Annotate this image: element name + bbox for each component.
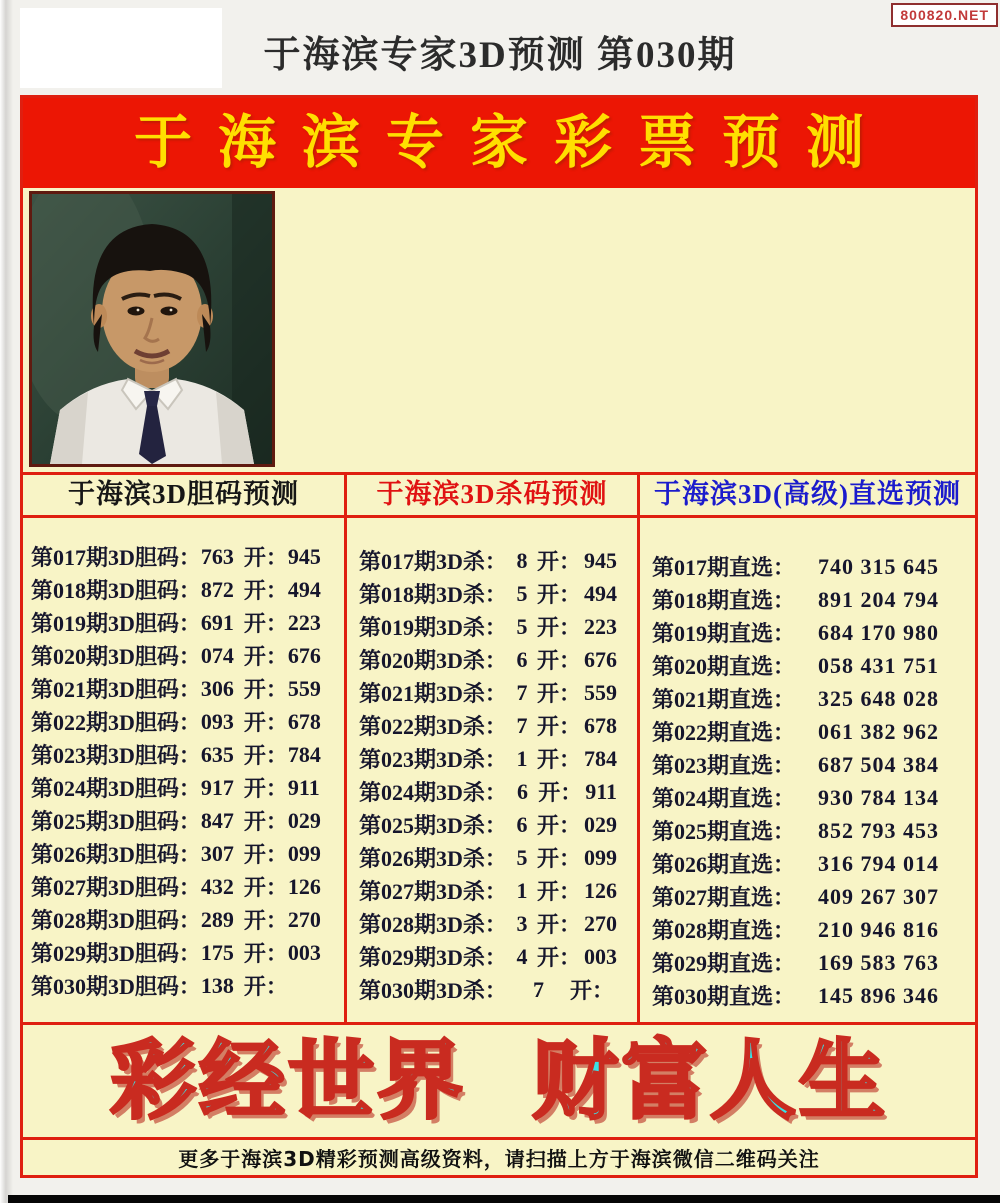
row-open-label: 开： [243,776,288,801]
row-label: 第025期直选： [652,819,796,844]
row-pick: 6 [516,646,528,672]
row-label: 第027期3D胆码： [31,875,201,900]
table-dan-code [23,475,344,1022]
row-label: 第018期直选： [652,588,796,613]
table-row [640,715,975,748]
row-pick: 210 946 816 [818,916,939,942]
table-row [347,775,637,808]
table-row [347,940,637,973]
row-open-label: 开： [243,842,288,867]
banner-title: 于海滨专家彩票预测 [133,110,890,175]
table-row [347,676,637,709]
row-pick: 409 267 307 [818,883,939,909]
row-open: 270 [287,906,321,932]
row-label: 第017期3D杀： [359,549,507,574]
row-label: 第019期直选： [652,621,796,646]
table-row [347,544,637,577]
table-row [347,841,637,874]
row-pick: 3 [516,910,528,936]
row-pick: 1 [516,745,528,771]
row-pick: 138 [200,972,234,998]
site-watermark: 800820.NET [891,3,998,27]
table-row [23,639,344,672]
row-open-label: 开： [243,677,288,702]
row-open: 911 [287,774,320,800]
row-open-label: 开： [243,710,288,735]
table-row [23,672,344,705]
row-open-label: 开： [243,545,288,570]
row-pick: 7 [516,679,528,705]
photo-section [23,188,975,472]
row-label: 第022期直选： [652,720,796,745]
row-pick: 891 204 794 [818,586,939,612]
row-open: 945 [287,543,321,569]
row-open-label: 开： [536,813,581,838]
row-open: 003 [584,943,617,969]
row-label: 第017期3D胆码： [31,545,201,570]
row-open: 678 [584,712,617,738]
table-row [347,709,637,742]
table-row [23,771,344,804]
row-open: 559 [584,679,617,705]
row-label: 第019期3D胆码： [31,611,201,636]
table-row [640,550,975,583]
row-open: 559 [287,675,321,701]
table-row [23,540,344,573]
row-open-label: 开： [243,743,288,768]
row-pick: 684 170 980 [818,619,939,645]
row-label: 第029期3D杀： [359,945,507,970]
row-open-label: 开： [243,974,288,999]
row-label: 第024期直选： [652,786,796,811]
row-label: 第025期3D胆码： [31,809,201,834]
table-row [347,874,637,907]
row-pick: 847 [200,807,234,833]
footer-note: 更多于海滨3D精彩预测高级资料，请扫描上方于海滨微信二维码关注 [23,1137,975,1175]
row-label: 第021期直选： [652,687,796,712]
table-body-dan [23,518,344,1002]
row-label: 第028期3D杀： [359,912,507,937]
row-pick: 1 [516,877,528,903]
table-row [347,808,637,841]
table-direct-pick [640,475,975,1022]
row-pick: 074 [200,642,234,668]
row-pick: 5 [516,613,528,639]
row-pick: 058 431 751 [818,652,939,678]
row-open: 911 [585,778,617,804]
table-header-direct: 于海滨3D(高级)直选预测 [640,475,975,518]
table-header-kill: 于海滨3D杀码预测 [347,475,637,518]
page-left-edge [0,0,13,1203]
slogan-part2: 财富人生 [532,1031,888,1131]
row-label: 第020期3D杀： [359,648,507,673]
row-label: 第029期直选： [652,951,796,976]
row-label: 第030期3D杀： [359,978,507,1003]
row-label: 第023期3D胆码： [31,743,201,768]
table-body-direct [640,518,975,1012]
table-row [347,610,637,643]
row-label: 第028期直选： [652,918,796,943]
row-pick: 930 784 134 [818,784,939,810]
row-label: 第030期3D胆码： [31,974,201,999]
row-label: 第021期3D胆码： [31,677,201,702]
row-label: 第023期3D杀： [359,747,507,772]
table-row [347,643,637,676]
row-pick: 6 [516,811,528,837]
table-row [640,913,975,946]
table-row [640,781,975,814]
row-pick: 4 [516,943,528,969]
row-pick: 8 [516,547,528,573]
prediction-tables [23,472,975,1022]
table-body-kill [347,518,637,1006]
row-label: 第024期3D杀： [359,780,507,805]
row-label: 第030期直选： [652,984,796,1009]
row-label: 第020期直选： [652,654,796,679]
row-label: 第027期3D杀： [359,879,507,904]
table-row [640,682,975,715]
row-label: 第022期3D杀： [359,714,507,739]
table-row [23,969,344,1002]
expert-portrait-illustration [32,194,272,464]
row-pick: 6 [517,778,529,804]
row-pick: 325 648 028 [818,685,939,711]
row-pick: 169 583 763 [818,949,939,975]
row-open-label: 开： [538,780,583,805]
row-open: 678 [287,708,321,734]
row-label: 第017期直选： [652,555,796,580]
table-row [23,573,344,606]
row-open-label: 开： [243,908,288,933]
row-label: 第026期直选： [652,852,796,877]
table-row [347,577,637,610]
table-row [640,847,975,880]
row-open: 676 [584,646,617,672]
table-row [640,880,975,913]
row-open: 003 [287,939,321,965]
table-row [23,903,344,936]
row-open: 494 [584,580,617,606]
row-open: 223 [287,609,321,635]
row-pick: 289 [200,906,234,932]
row-pick: 872 [200,576,234,602]
row-pick: 307 [200,840,234,866]
row-open-label: 开： [536,879,581,904]
bottom-black-bar [8,1195,1000,1203]
table-row [640,583,975,616]
row-label: 第029期3D胆码： [31,941,201,966]
row-open-label: 开： [536,747,581,772]
row-pick: 306 [200,675,234,701]
row-pick: 635 [200,741,234,767]
row-label: 第025期3D杀： [359,813,507,838]
row-pick: 061 382 962 [818,718,939,744]
row-open-label: 开： [569,978,614,1003]
row-label: 第023期直选： [652,753,796,778]
row-label: 第026期3D杀： [359,846,507,871]
page-title: 于海滨专家3D预测 第030期 [263,35,737,76]
table-kill-code [344,475,640,1022]
row-open: 126 [584,877,617,903]
row-pick: 5 [516,844,528,870]
row-label: 第022期3D胆码： [31,710,201,735]
table-row [23,837,344,870]
row-pick: 852 793 453 [818,817,939,843]
row-open-label: 开： [536,945,581,970]
row-label: 第021期3D杀： [359,681,507,706]
row-open-label: 开： [536,681,581,706]
row-open: 494 [287,576,321,602]
row-open-label: 开： [243,611,288,636]
row-pick: 316 794 014 [818,850,939,876]
row-label: 第018期3D杀： [359,582,507,607]
row-open-label: 开： [536,615,581,640]
row-pick: 687 504 384 [818,751,939,777]
row-open: 029 [584,811,617,837]
row-open: 223 [584,613,617,639]
row-pick: 175 [200,939,234,965]
row-label: 第019期3D杀： [359,615,507,640]
row-pick: 691 [200,609,234,635]
row-pick: 740 315 645 [818,553,939,579]
row-open-label: 开： [536,582,581,607]
slogan-part1: 彩经世界 [110,1031,466,1131]
row-pick: 5 [516,580,528,606]
row-pick: 7 [532,976,544,1002]
table-row [23,936,344,969]
row-label: 第026期3D胆码： [31,842,201,867]
row-open-label: 开： [243,809,288,834]
row-label: 第028期3D胆码： [31,908,201,933]
table-row [23,705,344,738]
table-row [23,804,344,837]
row-open-label: 开： [536,846,581,871]
table-row [640,946,975,979]
row-open-label: 开： [243,941,288,966]
table-row [640,616,975,649]
table-row [347,742,637,775]
row-pick: 763 [200,543,234,569]
row-open-label: 开： [536,549,581,574]
table-row [23,738,344,771]
row-open: 270 [584,910,617,936]
table-row [347,973,637,1006]
table-row [23,606,344,639]
table-row [640,979,975,1012]
row-open: 784 [584,745,617,771]
table-row [640,814,975,847]
row-open-label: 开： [243,875,288,900]
row-label: 第020期3D胆码： [31,644,201,669]
table-row [640,748,975,781]
row-open-label: 开： [243,644,288,669]
row-label: 第024期3D胆码： [31,776,201,801]
table-header-dan: 于海滨3D胆码预测 [23,475,344,518]
row-pick: 7 [516,712,528,738]
table-row [23,870,344,903]
row-open: 099 [584,844,617,870]
expert-photo [29,191,275,467]
row-pick: 145 896 346 [818,982,939,1008]
row-open: 676 [287,642,321,668]
row-open-label: 开： [536,648,581,673]
row-label: 第027期直选： [652,885,796,910]
row-open: 945 [584,547,617,573]
row-pick: 432 [200,873,234,899]
slogan-banner [23,1022,975,1137]
row-label: 第018期3D胆码： [31,578,201,603]
banner [23,98,975,188]
row-open: 126 [287,873,321,899]
table-row [640,649,975,682]
row-pick: 093 [200,708,234,734]
row-open: 784 [287,741,321,767]
table-row [347,907,637,940]
row-open-label: 开： [536,714,581,739]
row-open-label: 开： [243,578,288,603]
row-open-label: 开： [536,912,581,937]
row-pick: 917 [200,774,234,800]
row-open: 099 [287,840,321,866]
main-content [20,95,978,1178]
row-open: 029 [287,807,321,833]
